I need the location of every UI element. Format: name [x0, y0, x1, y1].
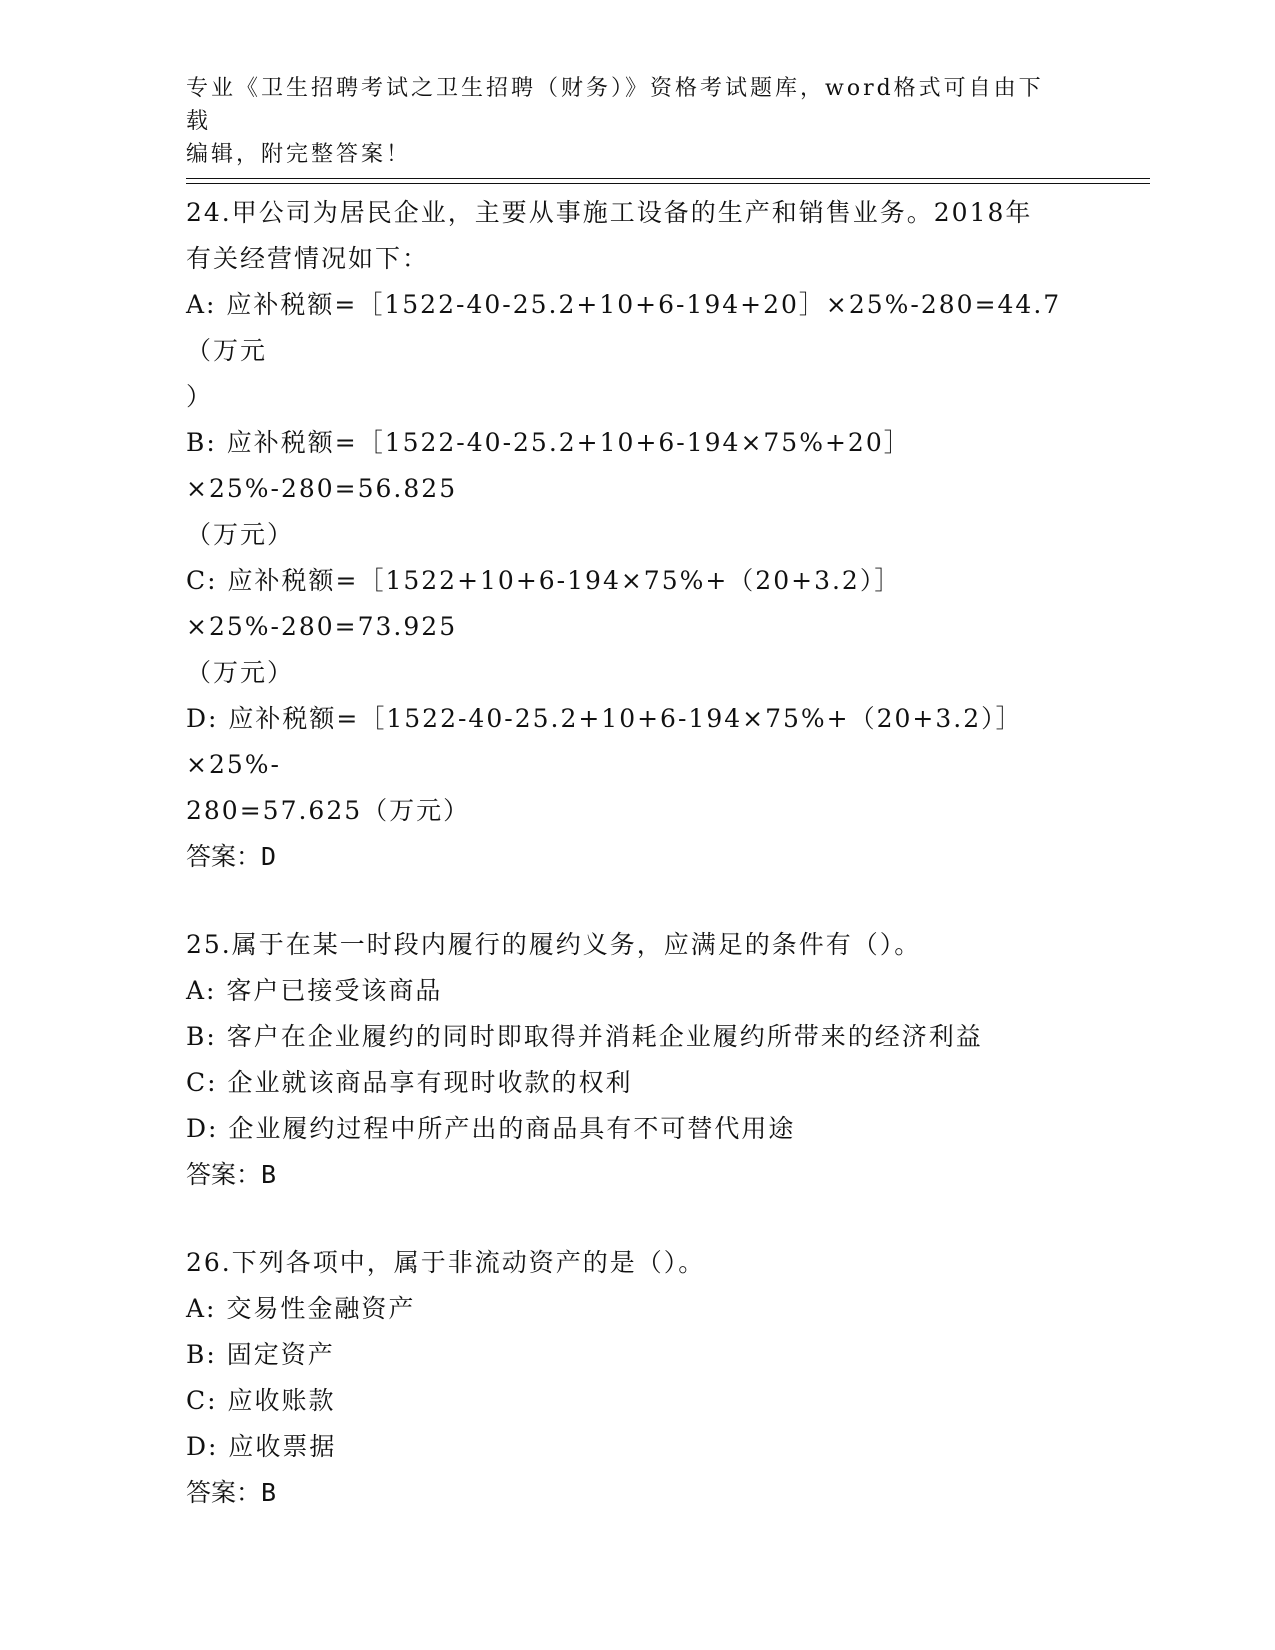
- option-c-line: （万元）: [186, 658, 295, 687]
- option-b-line: （万元）: [186, 520, 295, 549]
- option-c-line: C: 应补税额=［1522+10+6-194×75%+（20+3.2）］×25%-280=73.925: [186, 566, 902, 641]
- question-spacer: [186, 880, 1086, 922]
- option-a-line: A: 交易性金融资产: [186, 1294, 416, 1323]
- question-spacer: [186, 1198, 1086, 1240]
- option-b-line: B: 客户在企业履约的同时即取得并消耗企业履约所带来的经济利益: [186, 1022, 983, 1051]
- question-list: [186, 190, 1086, 1516]
- answer-line: 答案：D: [186, 842, 277, 871]
- question-stem-line: 26.下列各项中，属于非流动资产的是（）。: [186, 1248, 706, 1277]
- option-d-line: D: 应补税额=［1522-40-25.2+10+6-194×75%+（20+3.2）］×25%-: [186, 704, 1023, 779]
- question-24: [186, 190, 1086, 880]
- header-line-2: 编辑，附完整答案！: [186, 142, 412, 167]
- header-rule-top: [186, 178, 1150, 179]
- question-stem-line: 25.属于在某一时段内履行的履约义务，应满足的条件有（）。: [186, 930, 922, 959]
- option-c-line: C: 应收账款: [186, 1386, 336, 1415]
- option-a-line: A: 应补税额=［1522-40-25.2+10+6-194+20］×25%-280=44.7（万元: [186, 290, 1062, 365]
- option-d-line: D: 应收票据: [186, 1432, 337, 1461]
- option-b-line: B: 固定资产: [186, 1340, 335, 1369]
- header-line-1: 专业《卫生招聘考试之卫生招聘（财务）》资格考试题库，word格式可自由下载: [186, 76, 1044, 134]
- question-stem-line: 24.甲公司为居民企业，主要从事施工设备的生产和销售业务。2018年: [186, 198, 1033, 227]
- answer-line: 答案：B: [186, 1478, 277, 1507]
- question-stem-line: 有关经营情况如下：: [186, 244, 430, 273]
- question-25: [186, 922, 1086, 1198]
- option-b-line: B: 应补税额=［1522-40-25.2+10+6-194×75%+20］×25%-280=56.825: [186, 428, 911, 503]
- option-a-line: A: 客户已接受该商品: [186, 976, 443, 1005]
- option-d-line: 280=57.625（万元）: [186, 796, 471, 825]
- option-d-line: D: 企业履约过程中所产出的商品具有不可替代用途: [186, 1114, 796, 1143]
- option-c-line: C: 企业就该商品享有现时收款的权利: [186, 1068, 633, 1097]
- answer-line: 答案：B: [186, 1160, 277, 1189]
- question-26: [186, 1240, 1086, 1516]
- header-rule-bottom: [186, 183, 1150, 184]
- document-header: [186, 72, 1066, 171]
- option-a-line: ）: [186, 382, 214, 411]
